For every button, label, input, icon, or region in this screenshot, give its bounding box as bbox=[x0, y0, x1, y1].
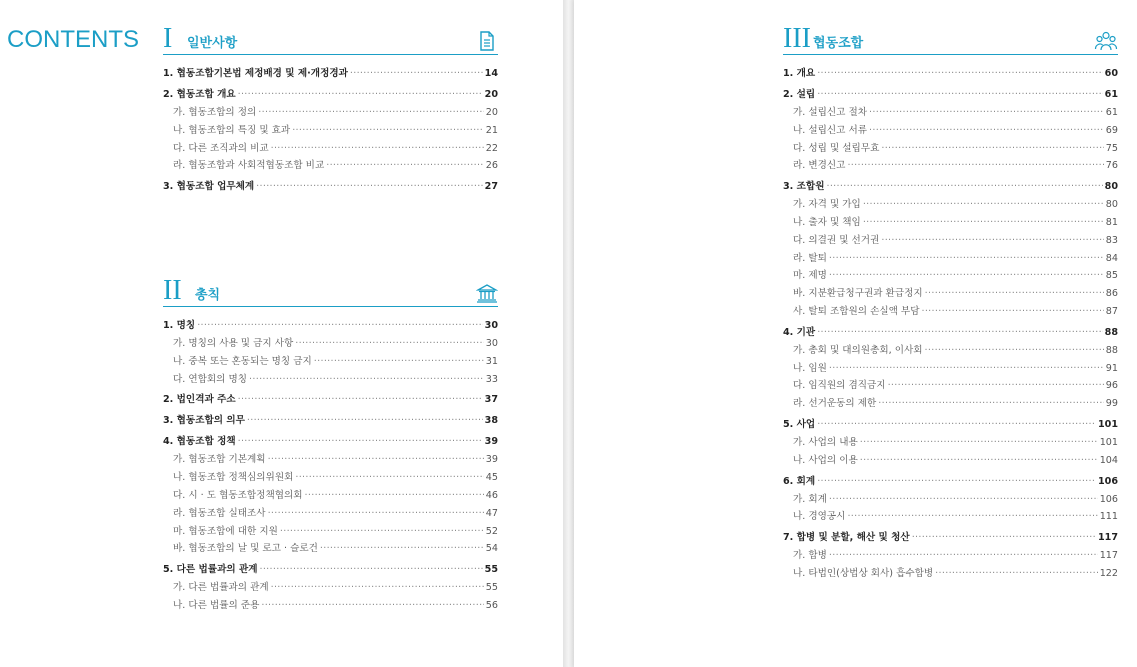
toc-entry[interactable] bbox=[163, 391, 498, 409]
dot-leader bbox=[305, 487, 484, 505]
section-general-provisions bbox=[163, 276, 498, 618]
page-number: 39 bbox=[484, 436, 498, 448]
toc-subentry[interactable] bbox=[783, 285, 1118, 303]
dot-leader bbox=[271, 140, 484, 158]
page-number: 45 bbox=[485, 472, 498, 484]
page-number: 22 bbox=[485, 142, 498, 154]
entry-label: 1. 협동조합기본법 제정배경 및 제·개정경과 bbox=[163, 68, 348, 79]
entry-label: 나. 중복 또는 혼동되는 명칭 금지 bbox=[173, 355, 312, 367]
page-number: 101 bbox=[1097, 418, 1118, 430]
dot-leader bbox=[314, 353, 484, 371]
dot-leader bbox=[829, 491, 1098, 509]
toc-entry[interactable] bbox=[163, 178, 498, 196]
dot-leader bbox=[935, 565, 1098, 583]
entry-label: 다. 연합회의 명칭 bbox=[173, 373, 248, 385]
page-number: 122 bbox=[1099, 567, 1118, 579]
page-number: 85 bbox=[1105, 270, 1118, 282]
dot-leader bbox=[869, 104, 1104, 122]
entry-label: 5. 다른 법률과의 관계 bbox=[163, 564, 258, 576]
toc-entry[interactable] bbox=[783, 324, 1118, 342]
dot-leader bbox=[921, 303, 1103, 321]
page-number: 91 bbox=[1105, 362, 1118, 374]
page-number: 117 bbox=[1097, 532, 1118, 544]
dot-leader bbox=[912, 529, 1096, 547]
page-number: 86 bbox=[1105, 288, 1118, 300]
dot-leader bbox=[817, 473, 1096, 491]
toc-subentry[interactable] bbox=[783, 267, 1118, 285]
toc-entry[interactable] bbox=[163, 317, 498, 335]
page-number: 26 bbox=[485, 160, 498, 172]
dot-leader bbox=[829, 250, 1104, 268]
toc-subentry[interactable] bbox=[163, 597, 498, 615]
dot-leader bbox=[268, 505, 484, 523]
dot-leader bbox=[860, 452, 1098, 470]
toc-subentry[interactable] bbox=[783, 157, 1118, 175]
page-number: 69 bbox=[1105, 124, 1118, 136]
entry-label: 라. 협동조합과 사회적협동조합 비교 bbox=[173, 160, 325, 172]
toc-group bbox=[783, 324, 1118, 413]
entry-label: 2. 법인격과 주소 bbox=[163, 394, 236, 406]
dot-leader bbox=[350, 65, 483, 83]
entry-label: 가. 총회 및 대의원총회, 이사회 bbox=[793, 344, 923, 356]
entry-label: 5. 사업 bbox=[783, 418, 816, 430]
entry-label: 7. 합병 및 분할, 해산 및 청산 bbox=[783, 532, 910, 544]
entry-label: 바. 지분환급청구권과 환급정지 bbox=[793, 288, 923, 300]
toc-subentry[interactable] bbox=[783, 140, 1118, 158]
dot-leader bbox=[271, 579, 484, 597]
entry-label: 나. 다른 법률의 준용 bbox=[173, 599, 260, 611]
dot-leader bbox=[817, 324, 1102, 342]
page-number: 31 bbox=[485, 355, 498, 367]
toc-subentry[interactable] bbox=[163, 540, 498, 558]
page-number: 47 bbox=[485, 507, 498, 519]
dot-leader bbox=[869, 122, 1104, 140]
page-number: 14 bbox=[484, 68, 498, 79]
entry-label: 나. 협동조합의 특징 및 효과 bbox=[173, 124, 291, 136]
page-number: 88 bbox=[1105, 344, 1118, 356]
toc-group bbox=[783, 65, 1118, 83]
page-number: 61 bbox=[1105, 107, 1118, 118]
page-number: 54 bbox=[485, 543, 498, 555]
entry-label: 6. 회계 bbox=[783, 475, 816, 487]
section-header bbox=[163, 24, 498, 55]
toc-subentry[interactable] bbox=[783, 508, 1118, 526]
dot-leader bbox=[817, 86, 1102, 104]
entry-label: 가. 다른 법률과의 관계 bbox=[173, 582, 269, 594]
toc-subentry[interactable] bbox=[163, 469, 498, 487]
toc-group bbox=[163, 86, 498, 175]
dot-leader bbox=[238, 433, 483, 451]
dot-leader bbox=[829, 267, 1104, 285]
page-number: 55 bbox=[484, 564, 498, 576]
entry-label: 라. 탈퇴 bbox=[793, 252, 827, 264]
entry-label: 4. 협동조합 정책 bbox=[163, 436, 236, 448]
entry-label: 3. 조합원 bbox=[783, 181, 825, 193]
toc-subentry[interactable] bbox=[163, 335, 498, 353]
page-number: 117 bbox=[1099, 550, 1118, 562]
toc-list bbox=[163, 317, 498, 615]
page-number: 80 bbox=[1105, 199, 1118, 211]
page-number: 111 bbox=[1099, 511, 1118, 523]
toc-entry[interactable] bbox=[163, 412, 498, 430]
toc-subentry[interactable] bbox=[783, 434, 1118, 452]
page-number: 38 bbox=[484, 415, 498, 427]
toc-subentry[interactable] bbox=[783, 395, 1118, 413]
dot-leader bbox=[295, 469, 483, 487]
toc-group bbox=[163, 178, 498, 196]
toc-subentry[interactable] bbox=[163, 104, 498, 122]
entry-label: 마. 제명 bbox=[793, 270, 827, 282]
page-number: 106 bbox=[1097, 475, 1118, 487]
section-title: 총칙 bbox=[195, 288, 221, 303]
entry-label: 가. 협동조합의 정의 bbox=[173, 107, 257, 118]
entry-label: 가. 명칭의 사용 및 금지 사항 bbox=[173, 338, 294, 349]
dot-leader bbox=[249, 371, 484, 389]
toc-subentry[interactable] bbox=[783, 303, 1118, 321]
toc-subentry[interactable] bbox=[163, 579, 498, 597]
toc-entry[interactable] bbox=[783, 473, 1118, 491]
dot-leader bbox=[925, 285, 1104, 303]
section-header bbox=[783, 24, 1118, 55]
toc-subentry[interactable] bbox=[783, 232, 1118, 250]
toc-list bbox=[163, 65, 498, 196]
page-number: 30 bbox=[484, 320, 498, 331]
dot-leader bbox=[292, 122, 484, 140]
toc-entry[interactable] bbox=[163, 65, 498, 83]
toc-subentry[interactable] bbox=[783, 104, 1118, 122]
entry-label: 라. 변경신고 bbox=[793, 160, 846, 172]
section-header bbox=[163, 276, 498, 307]
entry-label: 3. 협동조합 업무체계 bbox=[163, 181, 255, 193]
entry-label: 나. 타법인(상법상 회사) 흡수합병 bbox=[793, 567, 934, 579]
toc-entry[interactable] bbox=[783, 65, 1118, 83]
dot-leader bbox=[295, 335, 484, 353]
dot-leader bbox=[881, 232, 1103, 250]
toc-subentry[interactable] bbox=[163, 487, 498, 505]
dot-leader bbox=[829, 547, 1098, 565]
dot-leader bbox=[829, 360, 1104, 378]
dot-leader bbox=[259, 561, 482, 579]
dot-leader bbox=[925, 342, 1104, 360]
dot-leader bbox=[238, 391, 483, 409]
entry-label: 다. 의결권 및 선거권 bbox=[793, 234, 880, 246]
toc-entry[interactable] bbox=[163, 561, 498, 579]
dot-leader bbox=[817, 65, 1102, 83]
entry-label: 나. 협동조합 정책심의위원회 bbox=[173, 472, 294, 484]
section-title: 협동조합 bbox=[813, 36, 864, 51]
toc-entry[interactable] bbox=[783, 178, 1118, 196]
entry-label: 나. 출자 및 책임 bbox=[793, 216, 861, 228]
section-cooperative bbox=[783, 24, 1118, 586]
entry-label: 가. 회계 bbox=[793, 493, 827, 505]
page-number: 33 bbox=[485, 373, 498, 385]
toc-subentry[interactable] bbox=[163, 157, 498, 175]
entry-label: 다. 임직원의 겸직금지 bbox=[793, 380, 886, 392]
toc-subentry[interactable] bbox=[783, 452, 1118, 470]
toc-group bbox=[163, 391, 498, 409]
page-number: 87 bbox=[1105, 305, 1118, 317]
page-number: 30 bbox=[485, 338, 498, 349]
book-gutter bbox=[563, 0, 574, 667]
page-number: 46 bbox=[485, 489, 498, 501]
entry-label: 1. 개요 bbox=[783, 68, 816, 79]
page-number: 106 bbox=[1099, 493, 1118, 505]
institution-icon bbox=[476, 283, 498, 303]
page-number: 55 bbox=[485, 582, 498, 594]
dot-leader bbox=[261, 597, 483, 615]
dot-leader bbox=[881, 140, 1103, 158]
page-number: 84 bbox=[1105, 252, 1118, 264]
page-number: 81 bbox=[1105, 216, 1118, 228]
toc-entry[interactable] bbox=[783, 416, 1118, 434]
section-numeral: III bbox=[783, 23, 811, 54]
dot-leader bbox=[878, 395, 1103, 413]
entry-label: 라. 선거운동의 제한 bbox=[793, 398, 877, 410]
dot-leader bbox=[847, 157, 1103, 175]
toc-entry[interactable] bbox=[163, 433, 498, 451]
dot-leader bbox=[238, 86, 483, 104]
toc-entry[interactable] bbox=[783, 529, 1118, 547]
toc-subentry[interactable] bbox=[783, 377, 1118, 395]
dot-leader bbox=[256, 178, 483, 196]
dot-leader bbox=[320, 540, 484, 558]
toc-subentry[interactable] bbox=[163, 122, 498, 140]
toc-entry[interactable] bbox=[163, 86, 498, 104]
entry-label: 나. 설립신고 서류 bbox=[793, 124, 868, 136]
dot-leader bbox=[197, 317, 482, 335]
toc-subentry[interactable] bbox=[783, 122, 1118, 140]
entry-label: 가. 설립신고 절차 bbox=[793, 107, 868, 118]
section-numeral: II bbox=[163, 275, 182, 306]
dot-leader bbox=[863, 214, 1104, 232]
entry-label: 1. 명칭 bbox=[163, 320, 196, 331]
toc-subentry[interactable] bbox=[783, 250, 1118, 268]
toc-subentry[interactable] bbox=[163, 140, 498, 158]
dot-leader bbox=[280, 523, 484, 541]
toc-group bbox=[783, 529, 1118, 583]
section-general bbox=[163, 24, 498, 199]
entry-label: 다. 시 · 도 협동조합정책협의회 bbox=[173, 489, 303, 501]
page-number: 75 bbox=[1105, 142, 1118, 154]
toc-group bbox=[163, 433, 498, 558]
entry-label: 마. 협동조합에 대한 지원 bbox=[173, 525, 278, 537]
page-number: 76 bbox=[1105, 160, 1118, 172]
dot-leader bbox=[817, 416, 1096, 434]
toc-subentry[interactable] bbox=[163, 371, 498, 389]
page-number: 61 bbox=[1104, 89, 1118, 100]
entry-label: 가. 자격 및 가입 bbox=[793, 199, 861, 211]
toc-subentry[interactable] bbox=[783, 214, 1118, 232]
page-number: 88 bbox=[1104, 326, 1118, 338]
toc-subentry[interactable] bbox=[163, 353, 498, 371]
page-number: 39 bbox=[485, 454, 498, 466]
contents-heading: CONTENTS bbox=[7, 26, 139, 53]
toc-subentry[interactable] bbox=[163, 451, 498, 469]
entry-label: 다. 성립 및 설립무효 bbox=[793, 142, 880, 154]
toc-subentry[interactable] bbox=[783, 565, 1118, 583]
entry-label: 4. 기관 bbox=[783, 326, 816, 338]
document-icon bbox=[476, 31, 498, 51]
page-number: 101 bbox=[1099, 436, 1118, 448]
dot-leader bbox=[326, 157, 484, 175]
page-number: 80 bbox=[1104, 181, 1118, 193]
entry-label: 2. 설립 bbox=[783, 89, 816, 100]
entry-label: 가. 합병 bbox=[793, 550, 827, 562]
page-number: 60 bbox=[1104, 68, 1118, 79]
dot-leader bbox=[888, 377, 1104, 395]
page-number: 20 bbox=[484, 89, 498, 100]
dot-leader bbox=[860, 434, 1098, 452]
people-group-icon bbox=[1094, 31, 1118, 51]
toc-group bbox=[783, 178, 1118, 321]
toc-group bbox=[163, 561, 498, 615]
toc-group bbox=[163, 317, 498, 388]
dot-leader bbox=[247, 412, 483, 430]
toc-group bbox=[163, 65, 498, 83]
toc-entry[interactable] bbox=[783, 86, 1118, 104]
page-number: 20 bbox=[485, 107, 498, 118]
toc-group bbox=[783, 416, 1118, 470]
page-number: 21 bbox=[485, 124, 498, 136]
toc-group bbox=[163, 412, 498, 430]
entry-label: 나. 임원 bbox=[793, 362, 827, 374]
toc-subentry[interactable] bbox=[163, 523, 498, 541]
toc-subentry[interactable] bbox=[783, 491, 1118, 509]
toc-subentry[interactable] bbox=[783, 196, 1118, 214]
toc-subentry[interactable] bbox=[783, 360, 1118, 378]
entry-label: 3. 협동조합의 의무 bbox=[163, 415, 245, 427]
section-title: 일반사항 bbox=[187, 36, 238, 51]
dot-leader bbox=[826, 178, 1102, 196]
entry-label: 나. 경영공시 bbox=[793, 511, 846, 523]
toc-list bbox=[783, 65, 1118, 583]
page-number: 56 bbox=[485, 599, 498, 611]
page-number: 52 bbox=[485, 525, 498, 537]
page-number: 37 bbox=[484, 394, 498, 406]
page-number: 27 bbox=[484, 181, 498, 193]
toc-group bbox=[783, 86, 1118, 175]
entry-label: 다. 다른 조직과의 비교 bbox=[173, 142, 269, 154]
entry-label: 가. 협동조합 기본계획 bbox=[173, 454, 266, 466]
page-number: 96 bbox=[1105, 380, 1118, 392]
page-number: 104 bbox=[1099, 454, 1118, 466]
dot-leader bbox=[847, 508, 1097, 526]
dot-leader bbox=[258, 104, 483, 122]
page-number: 99 bbox=[1105, 398, 1118, 410]
entry-label: 가. 사업의 내용 bbox=[793, 436, 858, 448]
entry-label: 사. 탈퇴 조합원의 손실액 부담 bbox=[793, 305, 920, 317]
toc-subentry[interactable] bbox=[163, 505, 498, 523]
toc-group bbox=[783, 473, 1118, 527]
entry-label: 2. 협동조합 개요 bbox=[163, 89, 236, 100]
entry-label: 라. 협동조합 실태조사 bbox=[173, 507, 266, 519]
entry-label: 나. 사업의 이용 bbox=[793, 454, 858, 466]
toc-subentry[interactable] bbox=[783, 547, 1118, 565]
section-numeral: I bbox=[163, 23, 173, 54]
page-number: 83 bbox=[1105, 234, 1118, 246]
dot-leader bbox=[268, 451, 484, 469]
toc-subentry[interactable] bbox=[783, 342, 1118, 360]
entry-label: 바. 협동조합의 날 및 로고 · 슬로건 bbox=[173, 543, 318, 555]
dot-leader bbox=[863, 196, 1104, 214]
